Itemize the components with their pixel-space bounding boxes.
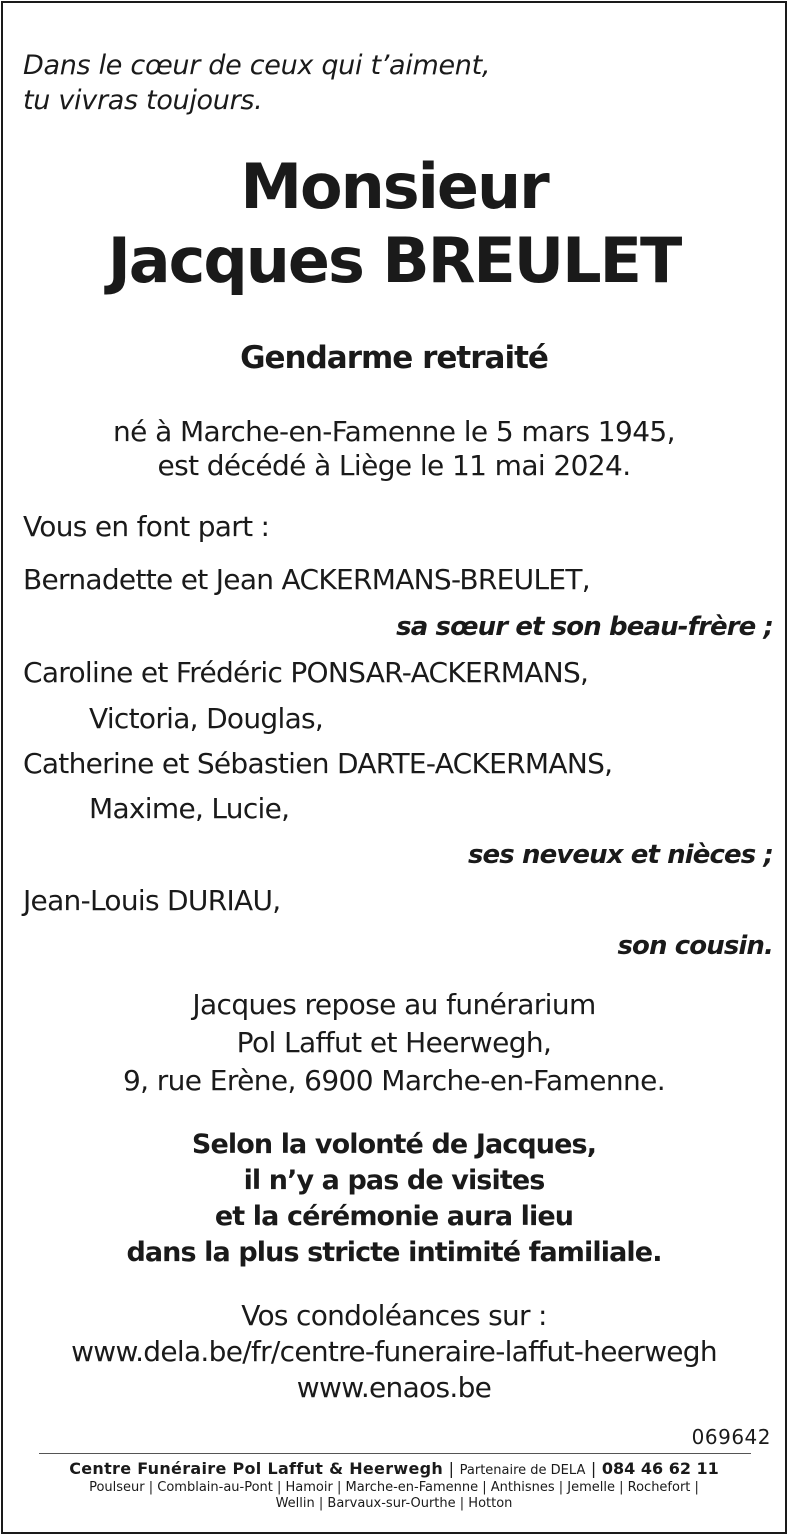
footer-locations-2: Wellin | Barvaux-sur-Ourthe | Hotton: [275, 1496, 513, 1511]
repose-line-1: Jacques repose au funérarium: [192, 988, 596, 1021]
birth-line: né à Marche-en-Famenne le 5 mars 1945,: [113, 415, 675, 448]
wishes-line-1: Selon la volonté de Jacques,: [191, 1129, 597, 1160]
footer-separator: |: [448, 1459, 455, 1478]
footer-divider: [39, 1453, 751, 1454]
wishes-line-2: il n’y a pas de visites: [243, 1165, 545, 1196]
title-name: Jacques BREULET: [107, 224, 681, 297]
repose-line-3: 9, rue Erène, 6900 Marche-en-Famenne.: [122, 1064, 666, 1097]
repose-line-2: Pol Laffut et Heerwegh,: [236, 1026, 552, 1059]
epitaph-line-1: Dans le cœur de ceux qui t’aiment,: [23, 50, 491, 81]
family-line-3: Catherine et Sébastien DARTE-ACKERMANS,: [23, 747, 613, 780]
family-line-1: Bernadette et Jean ACKERMANS-BREULET,: [23, 563, 590, 596]
obituary-notice: [1, 1, 787, 1534]
relation-cousin: son cousin.: [617, 931, 773, 961]
wishes-line-3: et la cérémonie aura lieu: [214, 1201, 574, 1232]
reference-number: 069642: [691, 1425, 771, 1449]
relation-sister: sa sœur et son beau-frère ;: [396, 612, 773, 642]
partner-text: Partenaire de DELA: [459, 1463, 586, 1478]
family-line-4: Jean-Louis DURIAU,: [23, 884, 281, 917]
condolences-link-dela[interactable]: www.dela.be/fr/centre-funeraire-laffut-heerwegh: [71, 1335, 717, 1368]
family-line-2-children: Victoria, Douglas,: [89, 702, 324, 735]
condolences-link-enaos[interactable]: www.enaos.be: [296, 1371, 492, 1404]
funeral-home-name: Centre Funéraire Pol Laffut & Heerwegh: [69, 1459, 444, 1478]
footer-separator: |: [590, 1459, 597, 1478]
death-line: est décédé à Liège le 11 mai 2024.: [157, 449, 631, 482]
family-line-3-children: Maxime, Lucie,: [89, 792, 290, 825]
intro-text: Vous en font part :: [23, 510, 270, 543]
epitaph-line-2: tu vivras toujours.: [23, 85, 263, 116]
family-line-2: Caroline et Frédéric PONSAR-ACKERMANS,: [23, 656, 589, 689]
relation-nephews: ses neveux et nièces ;: [467, 840, 773, 870]
title-honorific: Monsieur: [240, 150, 548, 223]
footer-header: [3, 1459, 785, 1478]
wishes-line-4: dans la plus stricte intimité familiale.: [126, 1237, 662, 1268]
profession: Gendarme retraité: [240, 340, 548, 376]
phone-number: 084 46 62 11: [601, 1459, 719, 1478]
condolences-label: Vos condoléances sur :: [241, 1299, 547, 1332]
footer-locations-1: Poulseur | Comblain-au-Pont | Hamoir | Marche-en-Famenne | Anthisnes | Jemelle | Rochefort |: [89, 1480, 699, 1495]
